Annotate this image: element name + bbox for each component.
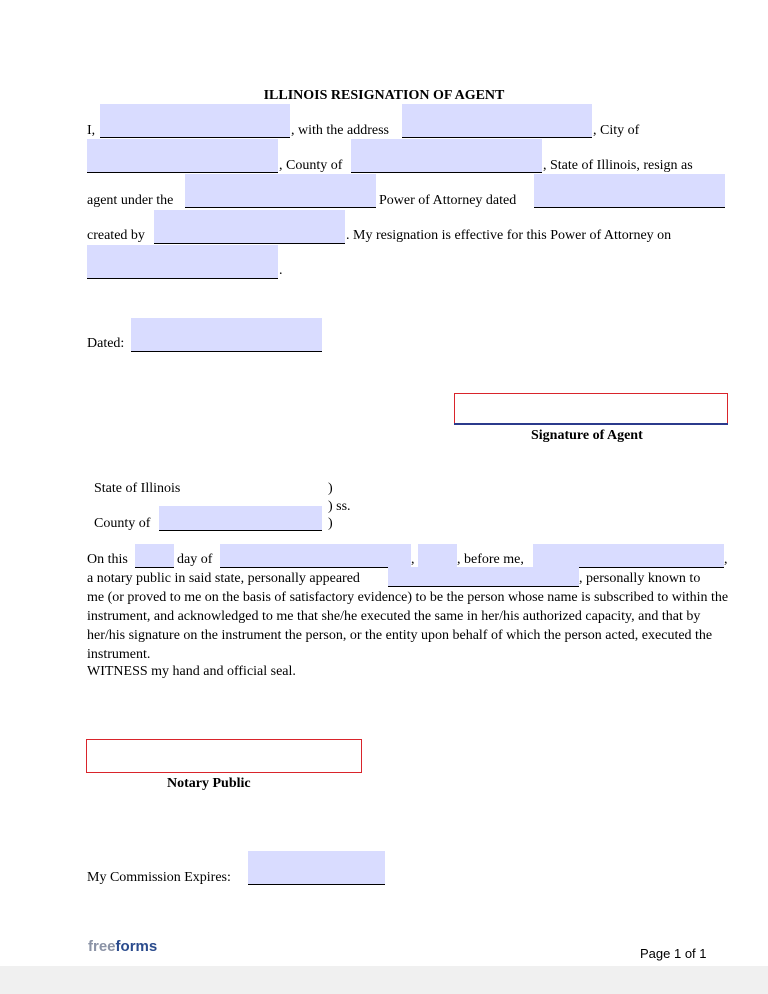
notary-month-field[interactable] xyxy=(220,544,411,568)
dated-label: Dated: xyxy=(87,336,125,351)
text-comma: , xyxy=(411,552,415,567)
text-poa-dated: Power of Attorney dated xyxy=(379,193,517,208)
county-field[interactable] xyxy=(351,139,542,173)
text-state-resign: , State of Illinois, resign as xyxy=(543,158,693,173)
dated-field[interactable] xyxy=(131,318,322,352)
address-field[interactable] xyxy=(402,104,592,138)
notary-name-field[interactable] xyxy=(533,544,724,568)
paren-3: ) xyxy=(328,516,333,531)
state-of-illinois: State of Illinois xyxy=(94,481,181,496)
appeared-name-field[interactable] xyxy=(388,567,579,587)
notary-day-field[interactable] xyxy=(135,544,174,568)
text-effective: . My resignation is effective for this Power of Attorney on xyxy=(346,228,672,243)
text-notary-public-appeared: a notary public in said state, personally appeared xyxy=(87,571,360,586)
notary-county-field[interactable] xyxy=(159,506,322,531)
notary-county-label: County of xyxy=(94,516,151,531)
text-i: I, xyxy=(87,123,96,138)
text-county-of: , County of xyxy=(279,158,343,173)
commission-label: My Commission Expires: xyxy=(87,870,231,885)
poa-date-field[interactable] xyxy=(534,174,725,208)
paren-1: ) xyxy=(328,481,333,496)
logo-free: free xyxy=(88,938,116,955)
agent-name-field[interactable] xyxy=(100,104,290,138)
freeforms-logo xyxy=(88,938,157,955)
text-on-this: On this xyxy=(87,552,128,567)
agent-signature-label: Signature of Agent xyxy=(531,428,643,443)
ss-label: ) ss. xyxy=(328,499,351,514)
city-field[interactable] xyxy=(87,139,278,173)
text-period: . xyxy=(279,263,283,278)
notary-paragraph: me (or proved to me on the basis of satisfactory evidence) to be the person whose name is subscribed to within the instrument, and acknowledged to me that she/he executed the same in her/his authorized capacity, and that by her/his signature on the instrument the person, or the entity upon behalf of which the person acted, executed the instrument. xyxy=(87,590,729,662)
agent-signature-box[interactable] xyxy=(454,393,728,424)
commission-expires-field[interactable] xyxy=(248,851,385,885)
text-city-of: , City of xyxy=(593,123,640,138)
notary-public-label: Notary Public xyxy=(167,776,251,791)
page-number: Page 1 of 1 xyxy=(640,946,707,961)
witness-text: WITNESS my hand and official seal. xyxy=(87,664,296,679)
agent-signature-line xyxy=(454,423,728,425)
text-comma-end: , xyxy=(724,552,728,567)
effective-date-field[interactable] xyxy=(87,245,278,279)
poa-type-field[interactable] xyxy=(185,174,376,208)
document-title: ILLINOIS RESIGNATION OF AGENT xyxy=(263,88,505,103)
footer-bar xyxy=(0,966,768,994)
notary-year-field[interactable] xyxy=(418,544,457,568)
principal-name-field[interactable] xyxy=(154,210,345,244)
text-with-address: , with the address xyxy=(291,123,389,138)
text-day-of: day of xyxy=(177,552,213,567)
notary-signature-box[interactable] xyxy=(86,739,362,773)
text-created-by: created by xyxy=(87,228,145,243)
logo-forms: forms xyxy=(115,938,158,955)
text-before-me: , before me, xyxy=(457,552,524,567)
text-agent-under: agent under the xyxy=(87,193,174,208)
text-personally-known: , personally known to xyxy=(579,571,701,586)
